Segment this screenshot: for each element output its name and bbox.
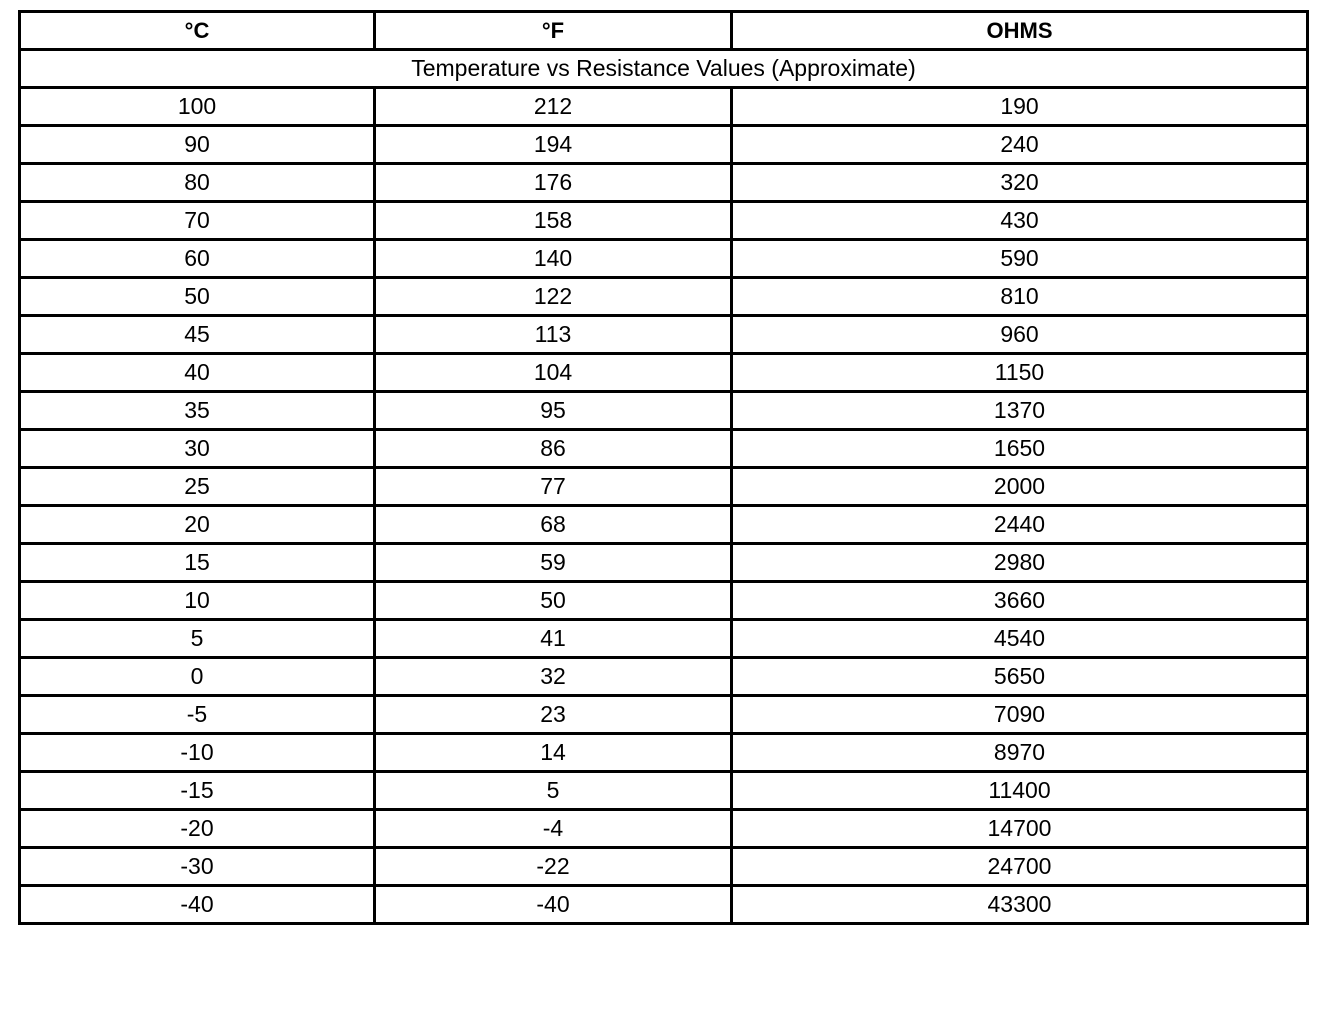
cell-fahrenheit: 158 [375,202,732,240]
cell-celsius: 10 [20,582,375,620]
cell-celsius: 100 [20,88,375,126]
cell-fahrenheit: 68 [375,506,732,544]
cell-celsius: -5 [20,696,375,734]
cell-ohms: 2980 [732,544,1308,582]
cell-celsius: 45 [20,316,375,354]
table-caption: Temperature vs Resistance Values (Approximate) [20,50,1308,88]
table-row [20,848,1308,886]
cell-ohms: 1650 [732,430,1308,468]
cell-celsius: 70 [20,202,375,240]
cell-ohms: 7090 [732,696,1308,734]
cell-celsius: -20 [20,810,375,848]
table-row [20,658,1308,696]
cell-celsius: 15 [20,544,375,582]
header-celsius: °C [20,12,375,50]
cell-fahrenheit: 32 [375,658,732,696]
cell-ohms: 190 [732,88,1308,126]
table-row [20,88,1308,126]
cell-fahrenheit: 212 [375,88,732,126]
cell-ohms: 810 [732,278,1308,316]
cell-fahrenheit: 95 [375,392,732,430]
table-body [20,88,1308,924]
cell-ohms: 14700 [732,810,1308,848]
cell-celsius: 35 [20,392,375,430]
table-row [20,810,1308,848]
cell-ohms: 8970 [732,734,1308,772]
cell-fahrenheit: 176 [375,164,732,202]
table-row [20,316,1308,354]
cell-celsius: 90 [20,126,375,164]
table-row [20,126,1308,164]
cell-fahrenheit: 140 [375,240,732,278]
table-row [20,240,1308,278]
cell-celsius: -10 [20,734,375,772]
cell-celsius: 30 [20,430,375,468]
cell-ohms: 1370 [732,392,1308,430]
cell-celsius: 40 [20,354,375,392]
cell-ohms: 3660 [732,582,1308,620]
cell-fahrenheit: 59 [375,544,732,582]
cell-fahrenheit: 23 [375,696,732,734]
cell-fahrenheit: 113 [375,316,732,354]
cell-fahrenheit: -4 [375,810,732,848]
cell-fahrenheit: 104 [375,354,732,392]
table-row [20,734,1308,772]
cell-celsius: -40 [20,886,375,924]
cell-fahrenheit: -40 [375,886,732,924]
header-ohms: OHMS [732,12,1308,50]
cell-ohms: 43300 [732,886,1308,924]
cell-celsius: 80 [20,164,375,202]
cell-ohms: 5650 [732,658,1308,696]
caption-row [20,50,1308,88]
cell-ohms: 1150 [732,354,1308,392]
cell-fahrenheit: 77 [375,468,732,506]
cell-fahrenheit: -22 [375,848,732,886]
cell-fahrenheit: 86 [375,430,732,468]
cell-ohms: 24700 [732,848,1308,886]
cell-fahrenheit: 122 [375,278,732,316]
table-row [20,430,1308,468]
cell-fahrenheit: 194 [375,126,732,164]
cell-ohms: 320 [732,164,1308,202]
table-row [20,468,1308,506]
cell-ohms: 11400 [732,772,1308,810]
cell-celsius: 60 [20,240,375,278]
table-row [20,164,1308,202]
cell-celsius: -15 [20,772,375,810]
cell-ohms: 2440 [732,506,1308,544]
cell-celsius: -30 [20,848,375,886]
table-row [20,620,1308,658]
table-row [20,582,1308,620]
cell-ohms: 590 [732,240,1308,278]
cell-celsius: 20 [20,506,375,544]
cell-fahrenheit: 50 [375,582,732,620]
cell-fahrenheit: 5 [375,772,732,810]
cell-celsius: 50 [20,278,375,316]
header-fahrenheit: °F [375,12,732,50]
table-row [20,392,1308,430]
table-row [20,506,1308,544]
cell-celsius: 25 [20,468,375,506]
cell-ohms: 430 [732,202,1308,240]
cell-celsius: 5 [20,620,375,658]
cell-ohms: 240 [732,126,1308,164]
temperature-resistance-table [18,10,1309,925]
cell-ohms: 960 [732,316,1308,354]
cell-fahrenheit: 14 [375,734,732,772]
table-row [20,202,1308,240]
table-row [20,278,1308,316]
cell-celsius: 0 [20,658,375,696]
table-row [20,886,1308,924]
header-row [20,12,1308,50]
cell-ohms: 2000 [732,468,1308,506]
table-row [20,354,1308,392]
cell-ohms: 4540 [732,620,1308,658]
cell-fahrenheit: 41 [375,620,732,658]
table-row [20,696,1308,734]
table-row [20,544,1308,582]
table-row [20,772,1308,810]
